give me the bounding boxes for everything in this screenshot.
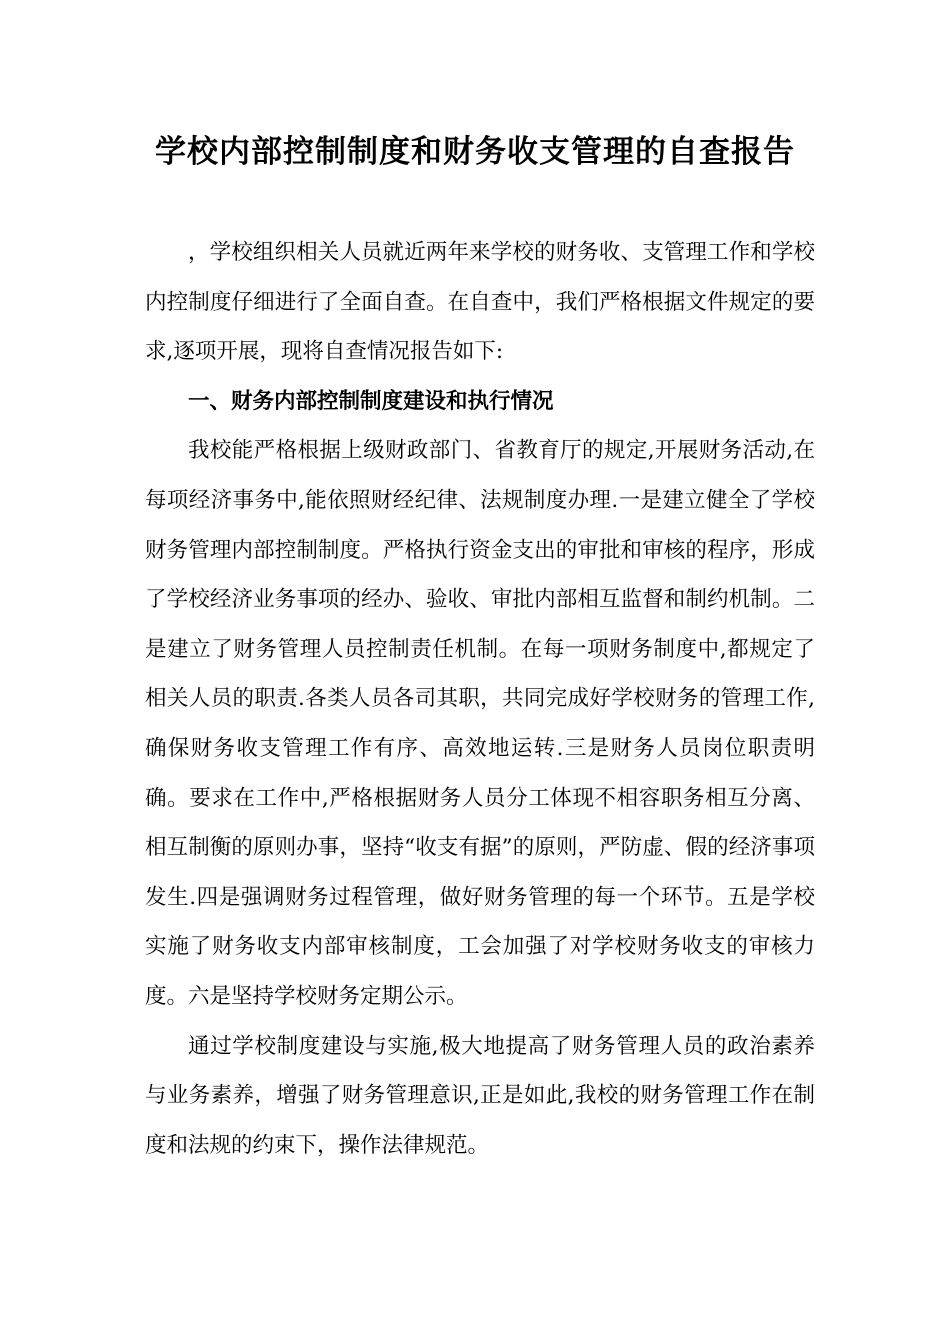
section-heading: 一、财务内部控制制度建设和执行情况	[188, 388, 554, 414]
document-body	[145, 228, 815, 1170]
conclusion-paragraph: 通过学校制度建设与实施,极大地提高了财务管理人员的政治素养与业务素养，增强了财务管理意识,正是如此,我校的财务管理工作在制度和法规的约束下，操作法律规范。	[145, 1033, 815, 1158]
document-title: 学校内部控制制度和财务收支管理的自查报告	[155, 134, 795, 170]
intro-paragraph: ，学校组织相关人员就近两年来学校的财务收、支管理工作和学校内控制度仔细进行了全面自查。在自查中，我们严格根据文件规定的要求,逐项开展，现将自查情况报告如下:	[145, 240, 815, 365]
section-paragraph: 我校能严格根据上级财政部门、省教育厅的规定,开展财务活动,在每项经济事务中,能依照财经纪律、法规制度办理.一是建立健全了学校财务管理内部控制制度。严格执行资金支出的审批和审核的程序，形成了学校经济业务事项的经办、验收、审批内部相互监督和制约机制。二是建立了财务管理人员控制责任机制。在每一项财务制度中,都规定了相关人员的职责.各类人员各司其职，共同完成好学校财务的管理工作,确保财务收支管理工作有序、高效地运转.三是财务人员岗位职责明确。要求在工作中,严格根据财务人员分工体现不相容职务相互分离、相互制衡的原则办事，坚持“收支有据”的原则，严防虚、假的经济事项发生.四是强调财务过程管理，做好财务管理的每一个环节。五是学校实施了财务收支内部审核制度，工会加强了对学校财务收支的审核力度。六是坚持学校财务定期公示。	[145, 438, 815, 1009]
